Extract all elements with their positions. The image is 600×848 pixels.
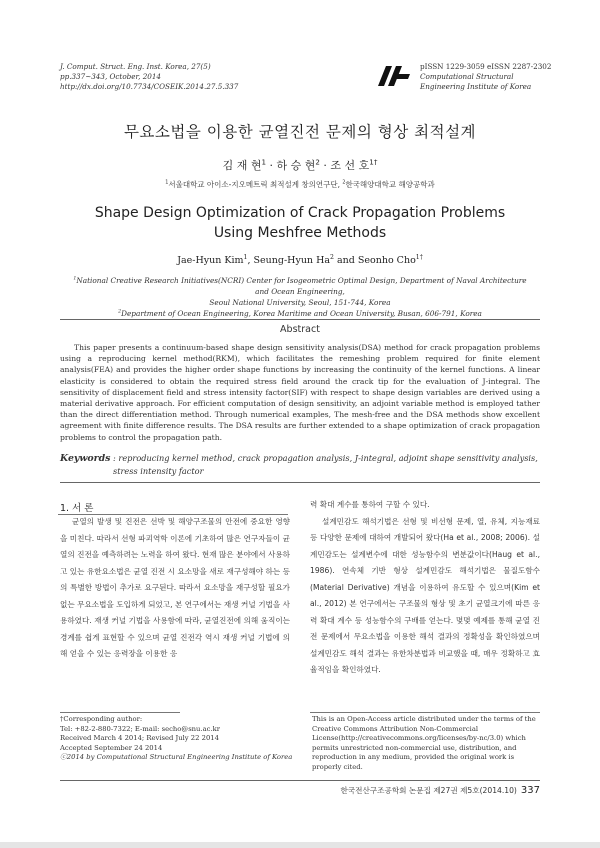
doi-link[interactable]: http://dx.doi.org/10.7734/COSEIK.2014.27.5.337 [60,82,239,91]
footnote-rule-right [310,712,540,713]
author-en-3: and Seonho Cho [333,255,416,266]
author-ko-2-sup: 2 [315,157,320,167]
abstract-heading: Abstract [280,324,320,335]
right-column [310,497,540,679]
journal-issn-block [420,62,551,92]
author-en-1: Jae-Hyun Kim [177,255,244,266]
affil-en-sup-1: 1 [73,276,77,282]
footer-rule [60,780,540,781]
affiliation-korean [0,179,600,190]
author-en-2: , Seung-Hyun Ha [247,255,331,266]
keywords-bottom-rule [60,482,540,483]
page-footer [300,785,540,796]
corresponding-author-label: †Corresponding author: [60,715,143,723]
journal-logo-icon [378,66,410,86]
title-en-line-1: Shape Design Optimization of Crack Propagation Problems [94,205,506,221]
author-ko-1-sup: 1 [261,157,266,167]
author-en-1-sup: 1 [243,253,248,261]
title-korean: 무요소법을 이용한 균열진전 문제의 형상 최적설계 [123,123,477,141]
title-en-line-2: Using Meshfree Methods [213,225,387,241]
affiliation-english [70,275,530,319]
left-paragraph-1: 균열의 발생 및 진전은 선박 및 해양구조물의 안전에 중요한 영향을 미친다. 따라서 선형 파괴역학 이론에 기초하여 많은 연구자들이 균열의 진전을 예측하려는 노력을 하여 왔다. 현재 많은 분야에서 사용하고 있는 유한요소법은 균열 진전 시 요소망을 새로 재구성해야 하는 등의 특별한 방법이 추가로 요구된다. 따라서 요소망을 재구성할 필요가 없는 무요소법을 도입하게 되었고, 본 연구에서는 재생 커널 기법을 사용하였다. 재생 커널 기법을 사용함에 따라, 균열진전에 의해 움직이는 경계를 쉽게 표현할 수 있으며 균열 진전각 역시 재생 커널 기법에 의해 얻을 수 있는 응력장을 이용한 응 [60,517,290,658]
journal-citation [60,62,238,92]
abstract-top-rule [60,319,540,320]
authors-english [0,255,600,266]
affil-en-line-2: Seoul National University, Seoul, 151-744, Korea [209,298,391,307]
author-ko-3-sup: 1† [369,157,378,167]
affil-en-line-3: Department of Ocean Engineering, Korea Maritime and Ocean University, Busan, 606-791, Korea [121,309,482,318]
affil-ko-sup-2: 2 [342,179,346,186]
affil-en-sup-2: 2 [118,309,122,315]
author-en-2-sup: 2 [330,253,334,261]
keywords-line-2: stress intensity factor [113,466,204,476]
bottom-scan-bar [0,842,600,848]
affil-en-line-1: National Creative Research Initiatives(NCRI) Center for Isogeometric Optimal Design, Department of Naval Architecture and Ocean Engineering, [76,276,527,296]
affil-ko-1: 서울대학교 아이소-지오메트릭 최적설계 창의연구단, [168,180,343,189]
page-number: 337 [520,785,540,796]
footnote-rule-left [60,712,180,713]
accepted-date: Accepted September 24 2014 [60,743,163,752]
issn: pISSN 1229-3059 eISSN 2287-2302 [420,62,552,71]
copyright: ⓒ2014 by Computational Structural Engineering Institute of Korea [60,753,293,762]
section-1-heading: 1. 서 론 [60,503,94,514]
org-line-2: Engineering Institute of Korea [420,82,532,91]
footnote-left [60,715,300,763]
left-column [60,514,290,663]
footer-journal: 한국전산구조공학회 논문집 제27권 제5호(2014.10) [340,786,517,795]
title-english [0,203,600,243]
org-line-1: Computational Structural [420,72,514,81]
author-ko-2: · 하 승 현 [266,159,316,172]
journal-line-1: J. Comput. Struct. Eng. Inst. Korea, 27(5) [60,62,211,71]
contact-info: Tel: +82-2-880-7322; E-mail: secho@snu.ac.kr [60,724,220,733]
journal-line-2: pp.337~343, October, 2014 [60,72,162,81]
affil-ko-sup-1: 1 [165,179,169,186]
abstract-text: This paper presents a continuum-based shape design sensitivity analysis(DSA) method for crack propagation problems using a reproducing kernel method(RKM), which facilitates the remeshing problem required for finite element analysis(FEA) and provides the higher order shape functions by increasing the continuity of the kernel functions. A linear elasticity is considered to obtain the required stress field around the crack tip for the evaluation of J-integral. The sensitivity of displacement field and stress intensity factor(SIF) with respect to shape design variables are derived using a material derivative approach. For efficient computation of design sensitivity, an adjoint variable method is employed tather than the direct differentiation method. Through numerical examples, The mesh-free and the DSA methods show excellent agreement with finite difference results. The DSA results are further extended to a shape optimization of crack propagation problems to control the propagation path. [60,343,540,442]
received-date: Received March 4 2014; Revised July 22 2014 [60,734,219,743]
author-ko-3: · 조 선 호 [319,159,370,172]
right-paragraph-1: 설계민감도 해석기법은 선형 및 비선형 문제, 열, 유체, 지능재료 등 다양한 문제에 대하여 개발되어 왔다(Ha et al., 2008; 2006). 설계민감도는 설계변수에 대한 성능함수의 변분값이다(Haug et al., 1986). 연속체 기반 형상 설계민감도 해석기법은 물질도함수(Material Derivative) 개념을 이용하여 유도할 수 있으며(Kim et al., 2012) 본 연구에서는 구조물의 형상 및 초기 균열크기에 따른 응력 확대 계수 등 성능함수의 구배를 얻는다. 몇몇 예제를 통해 균열 진전 문제에서 무요소법을 이용한 해석 결과의 정확성을 확인하였으며 설계민감도 해석 결과는 유한차분법과 비교했을 때, 매우 정확하고 효율적임을 확인하였다. [310,516,540,674]
author-ko-1: 김 재 현 [222,159,262,172]
affil-ko-2: 한국해양대학교 해양공학과 [345,180,435,189]
authors-korean [0,157,600,173]
keywords-line-1: reproducing kernel method, crack propagation analysis, J-integral, adjoint shape sensitivity analysis, [118,453,538,463]
keywords-label: Keywords [60,453,111,464]
author-en-3-sup: 1† [415,253,423,261]
right-paragraph-0: 력 확대 계수를 통하여 구할 수 있다. [310,500,430,509]
keywords-block: Keywords : reproducing kernel method, crack propagation analysis, J-integral, adjoint shape sensitivity analysis, stress intensity factor [60,452,540,477]
license-note: This is an Open-Access article distributed under the terms of the Creative Commons Attribution Non-Commercial License(http://creativecommons.org/licenses/by-nc/3.0) which permits unrestricted non-commercial use, distribution, and reproduction in any medium, provided the original work is properly cited. [312,715,536,771]
